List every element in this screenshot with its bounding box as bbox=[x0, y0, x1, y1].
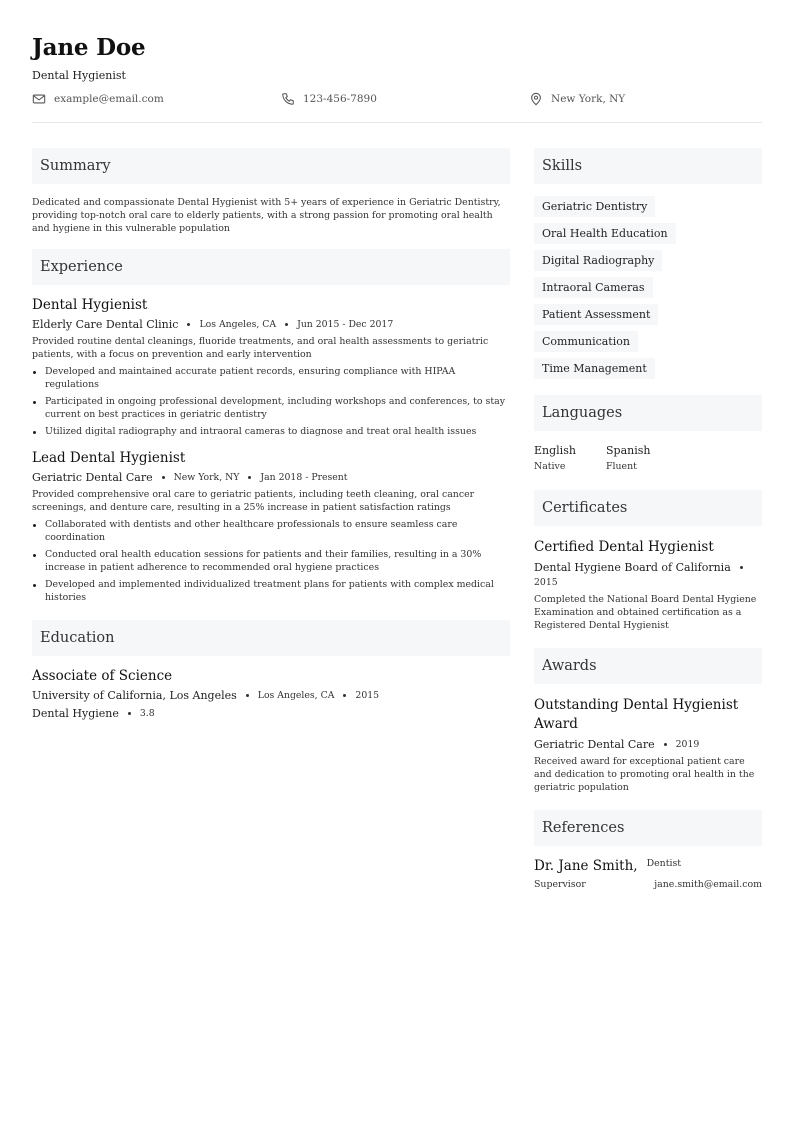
certificates-heading: Certificates bbox=[534, 490, 762, 526]
skill-tag: Digital Radiography bbox=[534, 250, 662, 271]
main-column bbox=[32, 148, 510, 721]
language-item bbox=[606, 443, 678, 472]
mail-icon bbox=[32, 92, 46, 106]
skill-tag: Patient Assessment bbox=[534, 304, 658, 325]
contact-location bbox=[529, 91, 625, 107]
education-school: University of California, Los Angeles bbox=[32, 689, 237, 702]
references-heading: References bbox=[534, 810, 762, 846]
skill-tag: Oral Health Education bbox=[534, 223, 676, 244]
separator-dot bbox=[343, 694, 346, 697]
award-year: 2019 bbox=[675, 739, 700, 750]
skill-tag: Communication bbox=[534, 331, 638, 352]
award-title: Outstanding Dental Hygienist Award bbox=[534, 697, 739, 732]
candidate-name: Jane Doe bbox=[32, 34, 146, 61]
education-meta bbox=[32, 688, 510, 703]
certificate-title: Certified Dental Hygienist bbox=[534, 539, 714, 555]
certificate-year: 2015 bbox=[534, 577, 558, 588]
award-issuer: Geriatric Dental Care bbox=[534, 738, 655, 751]
contact-phone[interactable] bbox=[281, 91, 377, 107]
language-item bbox=[534, 443, 606, 472]
map-pin-icon bbox=[529, 92, 543, 106]
award-meta bbox=[534, 737, 762, 752]
candidate-role: Dental Hygienist bbox=[32, 69, 126, 82]
list-item: Developed and maintained accurate patient records, ensuring compliance with HIPAA regulations bbox=[32, 365, 510, 391]
email-text: example@email.com bbox=[54, 93, 164, 105]
awards-heading: Awards bbox=[534, 648, 762, 684]
reference-position: Dentist bbox=[646, 858, 682, 869]
summary-heading: Summary bbox=[32, 148, 510, 184]
languages-heading: Languages bbox=[534, 395, 762, 431]
job-employer: Geriatric Dental Care bbox=[32, 471, 153, 484]
reference-name: Dr. Jane Smith, bbox=[534, 858, 638, 874]
job-location: Los Angeles, CA bbox=[199, 319, 277, 330]
education-heading: Education bbox=[32, 620, 510, 656]
education-gpa: 3.8 bbox=[139, 708, 155, 719]
separator-dot bbox=[285, 323, 288, 326]
skill-tag: Intraoral Cameras bbox=[534, 277, 653, 298]
list-item: Developed and implemented individualized treatment plans for patients with complex medical histories bbox=[32, 578, 510, 604]
skill-tag: Geriatric Dentistry bbox=[534, 196, 655, 217]
award-description: Received award for exceptional patient care and dedication to promoting oral health in the geriatric population bbox=[534, 756, 755, 793]
job-description: Provided comprehensive oral care to geriatric patients, including teeth cleaning, oral cancer screenings, and denture care, resulting in a 25% increase in patient satisfaction ratings bbox=[32, 489, 475, 513]
separator-dot bbox=[248, 476, 251, 479]
phone-icon bbox=[281, 92, 295, 106]
separator-dot bbox=[740, 566, 743, 569]
job-entry bbox=[32, 450, 510, 604]
job-dates: Jan 2018 - Present bbox=[260, 472, 348, 483]
skill-tag: Time Management bbox=[534, 358, 655, 379]
language-level: Fluent bbox=[606, 461, 637, 472]
list-item: Conducted oral health education sessions for patients and their families, resulting in a 30% increase in patient adherence to recommended oral hygiene practices bbox=[32, 548, 510, 574]
job-title: Dental Hygienist bbox=[32, 297, 148, 313]
job-description: Provided routine dental cleanings, fluoride treatments, and oral health assessments to geriatric patients, with a focus on prevention and early intervention bbox=[32, 336, 489, 360]
job-employer: Elderly Care Dental Clinic bbox=[32, 318, 179, 331]
separator-dot bbox=[187, 323, 190, 326]
job-entry bbox=[32, 297, 510, 438]
education-field: Dental Hygiene bbox=[32, 707, 119, 720]
job-meta bbox=[32, 317, 510, 332]
separator-dot bbox=[246, 694, 249, 697]
list-item: Participated in ongoing professional development, including workshops and conferences, to stay current on best practices in geriatric dentistry bbox=[32, 395, 510, 421]
education-field-meta bbox=[32, 706, 510, 721]
job-location: New York, NY bbox=[173, 472, 240, 483]
separator-dot bbox=[128, 712, 131, 715]
skills-heading: Skills bbox=[534, 148, 762, 184]
job-bullets bbox=[32, 365, 510, 438]
separator-dot bbox=[664, 743, 667, 746]
certificate-description: Completed the National Board Dental Hygiene Examination and obtained certification as a Registered Dental Hygienist bbox=[534, 594, 757, 631]
summary-text: Dedicated and compassionate Dental Hygienist with 5+ years of experience in Geriatric Dentistry, providing top-notch oral care to elderly patients, with a strong passion for promoting oral health and hygiene in this vulnerable population bbox=[32, 197, 501, 234]
reference-relation: Supervisor bbox=[534, 879, 586, 890]
list-item: Utilized digital radiography and intraoral cameras to diagnose and treat oral health issues bbox=[32, 425, 510, 438]
language-level: Native bbox=[534, 461, 566, 472]
certificate-issuer: Dental Hygiene Board of California bbox=[534, 561, 731, 574]
education-year: 2015 bbox=[355, 690, 380, 701]
language-name: Spanish bbox=[606, 444, 651, 457]
phone-text: 123-456-7890 bbox=[303, 93, 377, 105]
header-divider bbox=[32, 122, 762, 123]
job-bullets bbox=[32, 518, 510, 604]
list-item: Collaborated with dentists and other healthcare professionals to ensure seamless care coordination bbox=[32, 518, 510, 544]
separator-dot bbox=[162, 476, 165, 479]
location-text: New York, NY bbox=[551, 93, 626, 105]
reference-details bbox=[534, 879, 762, 890]
languages-list bbox=[534, 443, 762, 472]
contact-email[interactable] bbox=[32, 91, 164, 107]
education-location: Los Angeles, CA bbox=[257, 690, 335, 701]
skills-list bbox=[534, 196, 762, 379]
language-name: English bbox=[534, 444, 576, 457]
job-dates: Jun 2015 - Dec 2017 bbox=[297, 319, 394, 330]
certificate-meta bbox=[534, 560, 762, 590]
education-degree: Associate of Science bbox=[32, 668, 173, 684]
reference-email[interactable]: jane.smith@email.com bbox=[654, 879, 762, 890]
job-meta bbox=[32, 470, 510, 485]
reference-header bbox=[534, 858, 762, 875]
side-column bbox=[534, 148, 762, 890]
experience-heading: Experience bbox=[32, 249, 510, 285]
job-title: Lead Dental Hygienist bbox=[32, 450, 186, 466]
